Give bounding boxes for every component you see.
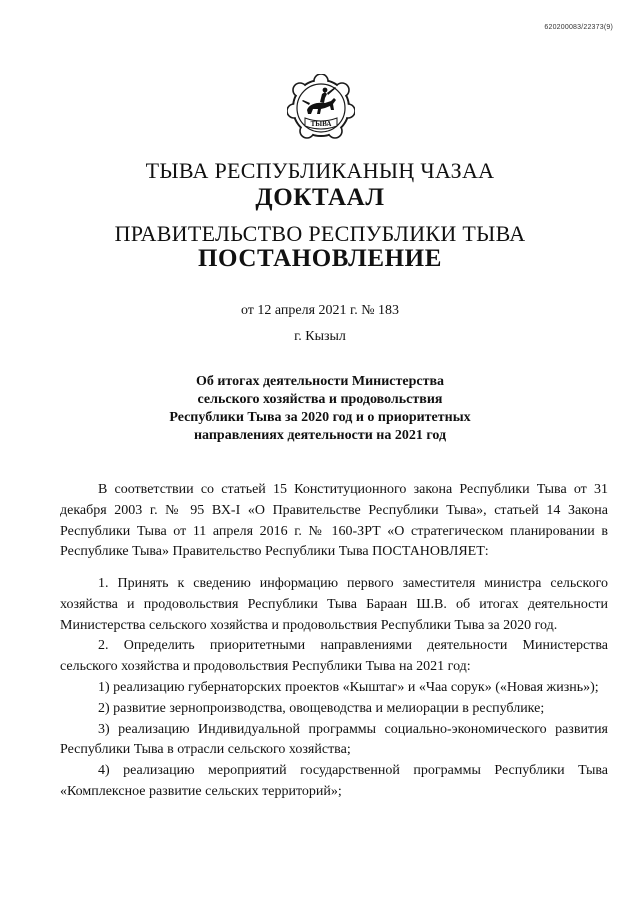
resolution-item: 2. Определить приоритетными направлениями деятельности Министерства сельского хозяйства и продовольствия Республики Тыва на 2021 год: bbox=[60, 638, 608, 675]
resolution-item: 1) реализацию губернаторских проектов «Кыштаг» и «Чаа сорук» («Новая жизнь»); bbox=[98, 679, 599, 695]
preamble-paragraph: В соответствии со статьей 15 Конституционного закона Республики Тыва от 31 декабря 2003 г. № 95 ВХ-I «О Правительстве Республики Тыва», статьей 14 Закона Республики Тыва от 11 апреля 2016 г. № 160-ЗРТ «О стратегическом планировании в Республике Тыва» Правительство Республики Тыва ПОСТАНОВЛЯЕТ: bbox=[60, 482, 608, 560]
document-id: 620200083/22373(9) bbox=[544, 24, 613, 31]
tuva-coat-of-arms-icon bbox=[287, 74, 355, 142]
date-number: от 12 апреля 2021 г. № 183 bbox=[240, 303, 400, 318]
city: г. Кызыл bbox=[294, 329, 346, 344]
subject-heading bbox=[120, 373, 520, 445]
doc-type-tuvan: ДОКТААЛ bbox=[255, 184, 385, 211]
title-russian: ПРАВИТЕЛЬСТВО РЕСПУБЛИКИ ТЫВА bbox=[114, 221, 526, 246]
title-tuvan: ТЫВА РЕСПУБЛИКАНЫҢ ЧАЗАА bbox=[145, 158, 495, 183]
subject-line: Об итогах деятельности Министерства bbox=[195, 374, 445, 389]
resolution-item: 2) развитие зернопроизводства, овощеводства и мелиорации в республике; bbox=[98, 700, 545, 716]
doc-type-russian: ПОСТАНОВЛЕНИЕ bbox=[197, 245, 443, 272]
preamble bbox=[60, 480, 608, 563]
resolution-item: 4) реализацию мероприятий государственной программы Республики Тыва «Комплексное развитие сельских территорий»; bbox=[60, 763, 608, 799]
subject-line: Республики Тыва за 2020 год и о приоритетных bbox=[169, 410, 471, 425]
resolution-item: 3) реализацию Индивидуальной программы социально-экономического развития Республики Тыва в отрасли сельского хозяйства; bbox=[60, 721, 608, 758]
subject-line: сельского хозяйства и продовольствия bbox=[197, 392, 443, 407]
subject-line: направлениях деятельности на 2021 год bbox=[193, 428, 447, 443]
resolution-item: 1. Принять к сведению информацию первого заместителя министра сельского хозяйства и продовольствия Республики Тыва Бараан Ш.В. об итогах деятельности Министерства сельского хозяйства и продовольствия Республики Тыва за 2020 год. bbox=[60, 576, 608, 633]
resolution-items bbox=[60, 574, 608, 803]
emblem-inscription: ТЫВА bbox=[310, 120, 332, 128]
